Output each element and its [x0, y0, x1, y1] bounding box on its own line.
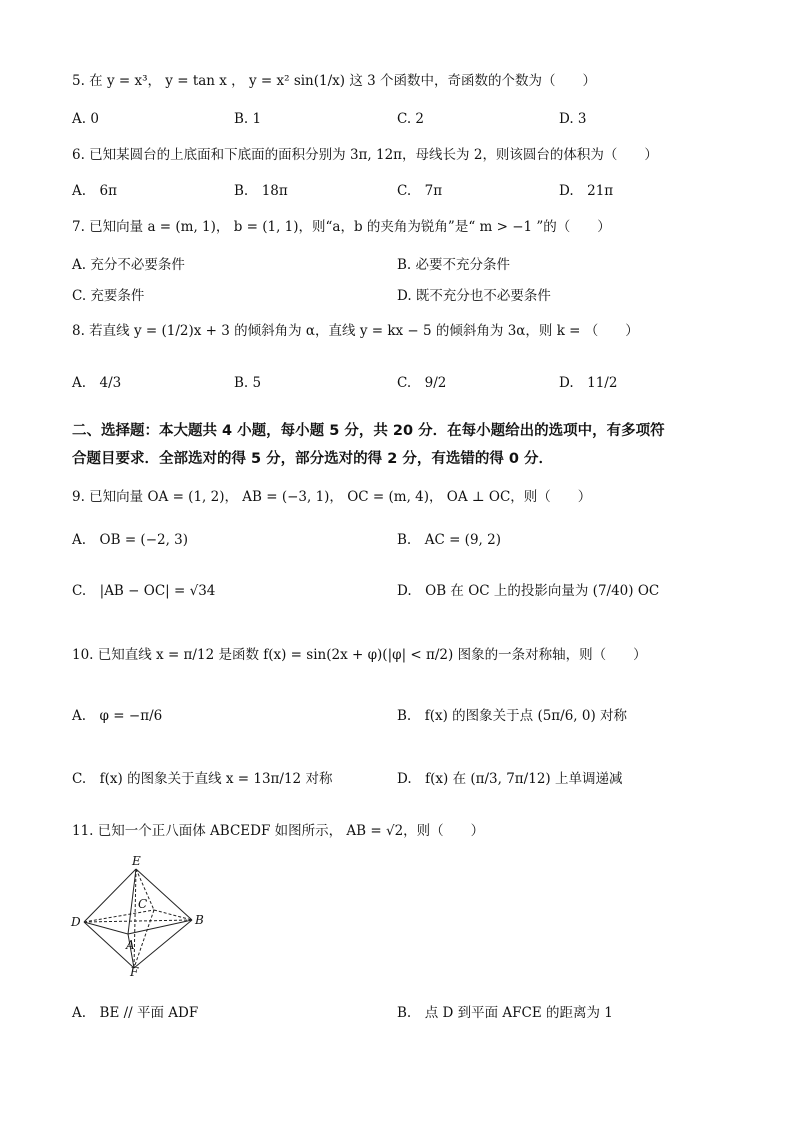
q8-option-c: C. 9/2 — [397, 375, 447, 391]
section-2-line-2: 合题目要求．全部选对的得 5 分，部分选对的得 2 分，有选错的得 0 分． — [72, 451, 554, 467]
section-2-instructions — [72, 417, 722, 473]
q5-option-c: C. 2 — [397, 111, 425, 127]
q8-option-b: B. 5 — [234, 375, 262, 391]
label-D: D — [71, 915, 81, 929]
edge-AB — [128, 920, 192, 934]
q10-option-a: A. φ = −π/6 — [72, 708, 163, 724]
axis-DB-hidden — [84, 920, 192, 922]
q9-option-a: A. OB = (−2, 3) — [72, 532, 189, 548]
question-9-stem: 9. 已知向量 OA = (1, 2)， AB = (−3, 1)， OC = (m, 4)， OA ⊥ OC，则（ ） — [72, 489, 592, 505]
q9-option-b: B. AC = (9, 2) — [397, 532, 501, 548]
q6-option-c: C. 7π — [397, 183, 443, 199]
question-5-stem: 5. 在 y = x³， y = tan x ， y = x² sin(1/x) 这 3 个函数中，奇函数的个数为（ ） — [72, 73, 597, 89]
question-10-stem: 10. 已知直线 x = π/12 是函数 f(x) = sin(2x + φ)(|φ| < π/2) 图象的一条对称轴，则（ ） — [72, 647, 647, 663]
q10-option-b: B. f(x) 的图象关于点 (5π/6, 0) 对称 — [397, 708, 628, 724]
q7-option-d: D. 既不充分也不必要条件 — [397, 288, 551, 304]
q8-option-d: D. 11/2 — [559, 375, 618, 391]
q7-option-b: B. 必要不充分条件 — [397, 257, 511, 273]
label-C: C — [138, 897, 148, 911]
label-E: E — [132, 854, 141, 868]
label-B: B — [195, 913, 204, 927]
q6-option-d: D. 21π — [559, 183, 614, 199]
question-7-stem: 7. 已知向量 a = (m, 1)， b = (1, 1)，则“a，b 的夹角为锐角”是“ m > −1 ”的（ ） — [72, 219, 611, 235]
section-2-line-1: 二、选择题：本大题共 4 小题，每小题 5 分，共 20 分．在每小题给出的选项中，有多项符 — [72, 423, 665, 439]
q5-option-a: A. 0 — [72, 111, 99, 127]
octahedron-figure — [68, 852, 210, 976]
edge-ED — [84, 869, 136, 922]
question-6-stem: 6. 已知某圆台的上底面和下底面的面积分别为 3π, 12π，母线长为 2，则该圆台的体积为（ ） — [72, 147, 658, 163]
q10-option-c: C. f(x) 的图象关于直线 x = 13π/12 对称 — [72, 771, 333, 787]
question-11-stem: 11. 已知一个正八面体 ABCEDF 如图所示， AB = √2，则（ ） — [72, 823, 485, 839]
label-F: F — [130, 965, 139, 976]
question-8-stem: 8. 若直线 y = (1/2)x + 3 的倾斜角为 α，直线 y = kx − 5 的倾斜角为 3α，则 k = （ ） — [72, 323, 639, 339]
q8-option-a: A. 4/3 — [72, 375, 122, 391]
q7-option-a: A. 充分不必要条件 — [72, 257, 185, 273]
q9-option-c: C. |AB − OC| = √34 — [72, 583, 216, 599]
q6-option-a: A. 6π — [72, 183, 118, 199]
q7-option-c: C. 充要条件 — [72, 288, 145, 304]
q5-option-d: D. 3 — [559, 111, 587, 127]
q11-option-b: B. 点 D 到平面 AFCE 的距离为 1 — [397, 1005, 613, 1021]
q5-option-b: B. 1 — [234, 111, 262, 127]
q6-option-b: B. 18π — [234, 183, 288, 199]
q11-option-a: A. BE // 平面 ADF — [72, 1005, 199, 1021]
q9-option-d: D. OB 在 OC 上的投影向量为 (7/40) OC — [397, 583, 660, 599]
label-A: A — [126, 938, 135, 952]
q10-option-d: D. f(x) 在 (π/3, 7π/12) 上单调递减 — [397, 771, 623, 787]
